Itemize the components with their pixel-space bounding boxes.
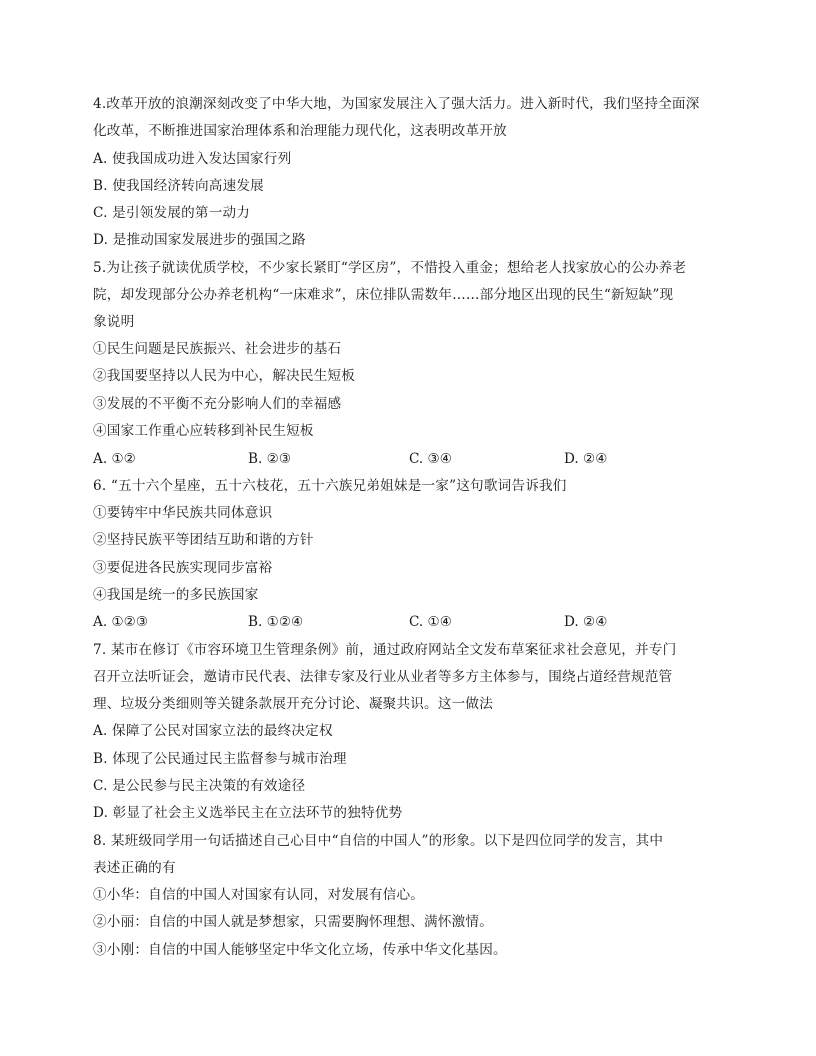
q5-choice-b: B. ②③: [248, 451, 292, 467]
q4-option-d: D. 是推动国家发展进步的强国之路: [93, 232, 306, 248]
q6-choice-c: C. ①④: [409, 614, 452, 630]
q5-stem-line-1: 5.为让孩子就读优质学校，不少家长紧盯“学区房”，不惜投入重金；想给老人找家放心的公办养老: [93, 260, 687, 276]
q6-item-1: ①要铸牢中华民族共同体意识: [93, 505, 273, 521]
q6-stem-line-1: 6. “五十六个星座，五十六枝花，五十六族兄弟姐妹是一家”这句歌词告诉我们: [93, 478, 567, 494]
q5-choices: [93, 449, 723, 469]
q4-option-a: A. 使我国成功进入发达国家行列: [93, 151, 292, 167]
q7-option-c: C. 是公民参与民主决策的有效途径: [93, 778, 306, 794]
q6-item-4: ④我国是统一的多民族国家: [93, 587, 259, 603]
q5-item-3: ③发展的不平衡不充分影响人们的幸福感: [93, 396, 342, 412]
q5-item-4: ④国家工作重心应转移到补民生短板: [93, 423, 314, 439]
q7-option-b: B. 体现了公民通过民主监督参与城市治理: [93, 751, 347, 767]
q8-item-3: ③小刚：自信的中国人能够坚定中华文化立场，传承中华文化基因。: [93, 942, 507, 958]
q7-option-d: D. 彰显了社会主义选举民主在立法环节的独特优势: [93, 805, 403, 821]
q4-stem-line-1: 4.改革开放的浪潮深刻改变了中华大地，为国家发展注入了强大活力。进入新时代，我们坚持全面深: [93, 96, 700, 112]
q7-option-a: A. 保障了公民对国家立法的最终决定权: [93, 723, 333, 739]
q6-choice-b: B. ①②④: [248, 614, 304, 630]
q4-option-c: C. 是引领发展的第一动力: [93, 205, 251, 221]
q5-item-1: ①民生问题是民族振兴、社会进步的基石: [93, 341, 342, 357]
q5-stem-line-2: 院，却发现部分公办养老机构“一床难求”，床位排队需数年……部分地区出现的民生“新短缺”现: [93, 287, 674, 303]
q4-option-b: B. 使我国经济转向高速发展: [93, 178, 264, 194]
q7-stem-line-2: 召开立法听证会，邀请市民代表、法律专家及行业从业者等多方主体参与，围绕占道经营规范管: [93, 669, 673, 685]
q6-choices: [93, 612, 723, 632]
q7-stem-line-3: 理、垃圾分类细则等关键条款展开充分讨论、凝聚共识。这一做法: [93, 696, 494, 712]
q5-choice-d: D. ②④: [564, 451, 608, 467]
q5-choice-a: A. ①②: [93, 451, 136, 467]
q4-stem-line-2: 化改革，不断推进国家治理体系和治理能力现代化，这表明改革开放: [93, 123, 507, 139]
q6-choice-a: A. ①②③: [93, 614, 149, 630]
q6-choice-d: D. ②④: [564, 614, 608, 630]
q5-item-2: ②我国要坚持以人民为中心，解决民生短板: [93, 368, 356, 384]
q6-item-2: ②坚持民族平等团结互助和谐的方针: [93, 532, 314, 548]
q8-item-1: ①小华：自信的中国人对国家有认同，对发展有信心。: [93, 887, 425, 903]
q7-stem-line-1: 7. 某市在修订《市容环境卫生管理条例》前，通过政府网站全文发布草案征求社会意见，并专门: [93, 642, 677, 658]
q5-stem-line-3: 象说明: [93, 314, 135, 330]
q8-stem-line-2: 表述正确的有: [93, 860, 176, 876]
q5-choice-c: C. ③④: [409, 451, 452, 467]
q8-item-2: ②小丽：自信的中国人就是梦想家，只需要胸怀理想、满怀激情。: [93, 914, 494, 930]
q6-item-3: ③要促进各民族实现同步富裕: [93, 560, 273, 576]
q8-stem-line-1: 8. 某班级同学用一句话描述自己心目中“自信的中国人”的形象。以下是四位同学的发言，其中: [93, 833, 664, 849]
